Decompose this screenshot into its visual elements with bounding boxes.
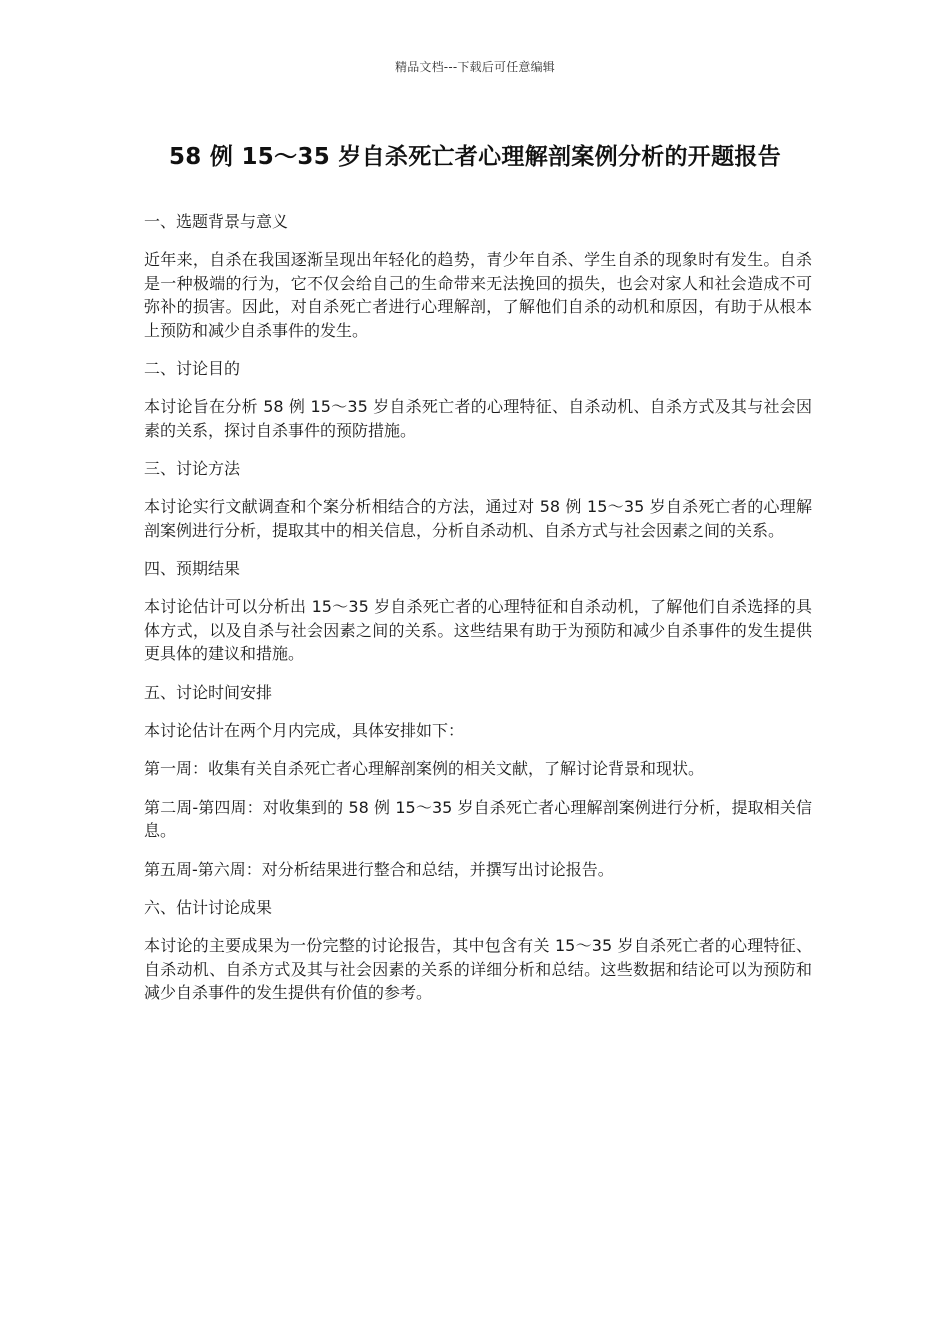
page-header: 精品文档---下载后可任意编辑 bbox=[395, 60, 555, 74]
schedule-item: 第五周-第六周：对分析结果进行整合和总结，并撰写出讨论报告。 bbox=[144, 859, 614, 879]
section-paragraph: 本讨论的主要成果为一份完整的讨论报告，其中包含有关 15～35 岁自杀死亡者的心理特征、自杀动机、自杀方式及其与社会因素的关系的详细分析和总结。这些数据和结论可以为预防和减少自杀事件的发生提供有价值的参考。 bbox=[144, 936, 812, 1002]
document-title: 58 例 15～35 岁自杀死亡者心理解剖案例分析的开题报告 bbox=[168, 144, 782, 170]
section-paragraph: 近年来，自杀在我国逐渐呈现出年轻化的趋势，青少年自杀、学生自杀的现象时有发生。自杀是一种极端的行为，它不仅会给自己的生命带来无法挽回的损失，也会对家人和社会造成不可弥补的损害。因此，对自杀死亡者进行心理解剖，了解他们自杀的动机和原因，有助于从根本上预防和减少自杀事件的发生。 bbox=[144, 250, 812, 340]
section-heading-schedule: 五、讨论时间安排 bbox=[144, 682, 273, 702]
section-paragraph: 本讨论实行文献调查和个案分析相结合的方法，通过对 58 例 15～35 岁自杀死亡者的心理解剖案例进行分析，提取其中的相关信息，分析自杀动机、自杀方式与社会因素之间的关系。 bbox=[144, 497, 812, 540]
section-heading-method: 三、讨论方法 bbox=[144, 459, 241, 478]
schedule-item: 第二周-第四周：对收集到的 58 例 15～35 岁自杀死亡者心理解剖案例进行分析，提取相关信息。 bbox=[144, 797, 812, 840]
document-body bbox=[144, 210, 812, 1020]
section-heading-background: 一、选题背景与意义 bbox=[144, 212, 289, 231]
section-heading-outcomes: 六、估计讨论成果 bbox=[144, 898, 273, 917]
section-paragraph: 本讨论估计可以分析出 15～35 岁自杀死亡者的心理特征和自杀动机，了解他们自杀选择的具体方式，以及自杀与社会因素之间的关系。这些结果有助于为预防和减少自杀事件的发生提供更具体的建议和措施。 bbox=[144, 597, 812, 663]
section-paragraph: 本讨论估计在两个月内完成，具体安排如下： bbox=[144, 720, 465, 740]
section-heading-expected-results: 四、预期结果 bbox=[144, 559, 241, 578]
schedule-item: 第一周：收集有关自杀死亡者心理解剖案例的相关文献，了解讨论背景和现状。 bbox=[144, 759, 705, 778]
section-heading-purpose: 二、讨论目的 bbox=[144, 359, 241, 378]
section-paragraph: 本讨论旨在分析 58 例 15～35 岁自杀死亡者的心理特征、自杀动机、自杀方式及其与社会因素的关系，探讨自杀事件的预防措施。 bbox=[144, 397, 812, 440]
